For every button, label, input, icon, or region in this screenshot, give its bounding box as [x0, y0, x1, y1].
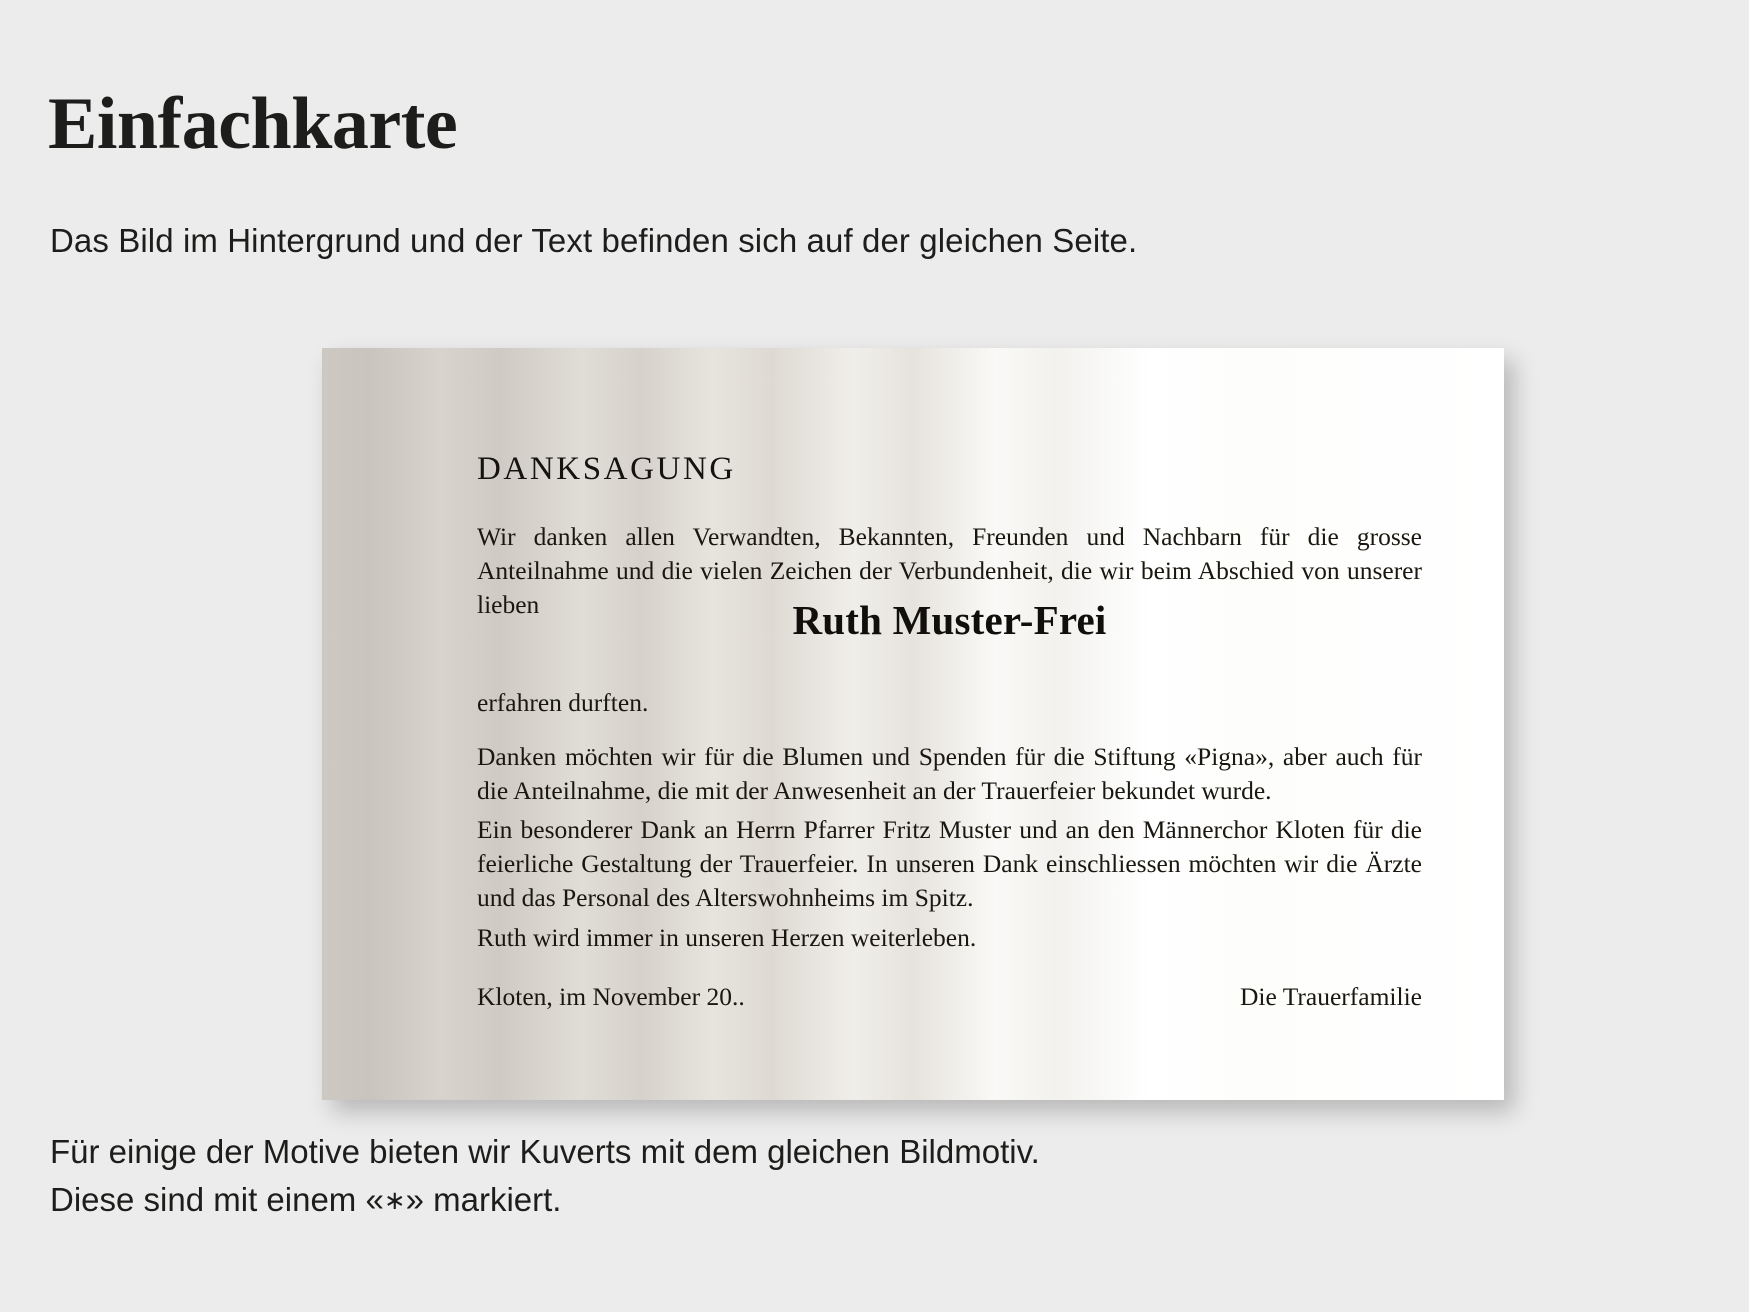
footer-note-prefix: Diese sind mit einem «	[50, 1180, 384, 1218]
card-paragraph-4: Ruth wird immer in unseren Herzen weiterleben.	[477, 923, 977, 952]
card-footer-row	[477, 982, 1422, 1012]
card-paragraph-after-name: erfahren durften.	[477, 688, 649, 717]
card-paragraph-1: Wir danken allen Verwandten, Bekannten, Freunden und Nachbarn für die grosse Anteilnahme und die vielen Zeichen der Verbundenheit, die wir beim Abschied von unserer lieben	[477, 522, 1422, 620]
card-content	[322, 348, 1504, 1100]
footer-note-line-1: Für einige der Motive bieten wir Kuverts mit dem gleichen Bildmotiv.	[50, 1133, 1040, 1170]
card-preview	[322, 348, 1504, 1100]
card-signature: Die Trauerfamilie	[1240, 982, 1422, 1011]
card-paragraph-2: Danken möchten wir für die Blumen und Spenden für die Stiftung «Pigna», aber auch für die Anteilnahme, die mit der Anwesenheit an der Trauerfeier bekundet wurde.	[477, 742, 1422, 806]
page-title: Einfachkarte	[48, 82, 458, 165]
footer-note-suffix: » markiert.	[405, 1180, 562, 1218]
card-deceased-name: Ruth Muster-Frei	[792, 597, 1107, 643]
card-paragraph-3: Ein besonderer Dank an Herrn Pfarrer Fritz Muster und an den Männerchor Kloten für die feierliche Gestaltung der Trauerfeier. In unseren Dank einschliessen möchten wir die Ärzte und das Personal des Alterswohnheims im Spitz.	[477, 815, 1422, 913]
footer-note	[50, 1128, 1040, 1224]
card-heading: DANKSAGUNG	[477, 451, 736, 487]
card-place-date: Kloten, im November 20..	[477, 982, 745, 1011]
page-subtitle: Das Bild im Hintergrund und der Text befinden sich auf der gleichen Seite.	[50, 222, 1138, 259]
footer-note-line-2	[50, 1176, 1040, 1224]
asterisk-icon: ∗	[383, 1184, 406, 1215]
